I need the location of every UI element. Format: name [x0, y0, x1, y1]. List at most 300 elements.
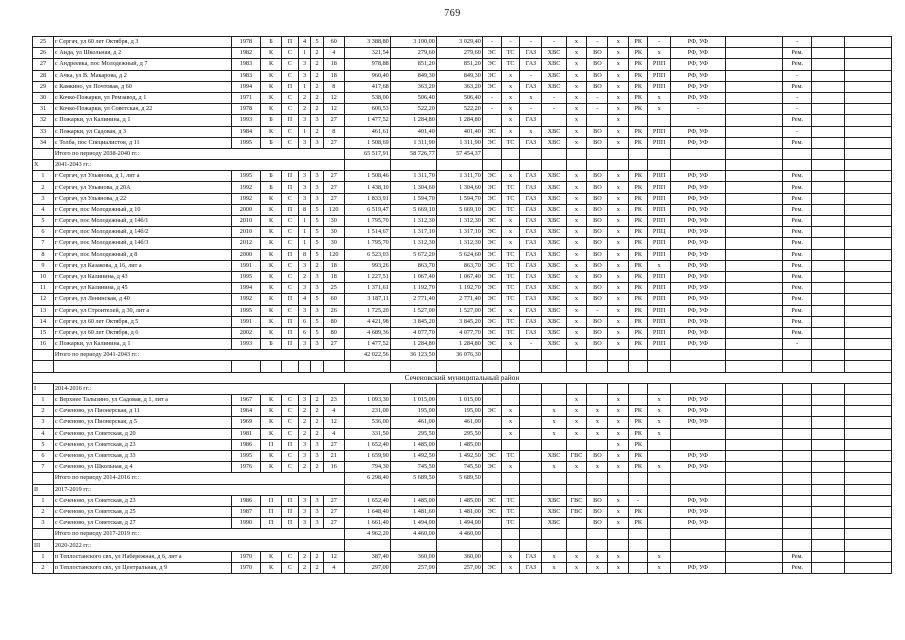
- table-cell: 2012: [231, 238, 260, 249]
- table-cell: 6: [33, 227, 54, 238]
- table-cell: [812, 339, 844, 350]
- table-cell: ЭС: [482, 283, 501, 294]
- table-cell: ГАЗ: [520, 115, 542, 126]
- table-cell: РК: [629, 37, 648, 48]
- table-cell: [520, 428, 542, 439]
- table-cell: 4: [33, 204, 54, 215]
- table-cell: П: [281, 327, 298, 338]
- table-cell: [390, 160, 436, 171]
- table-cell: Рем.: [783, 182, 812, 193]
- table-cell: -: [520, 37, 542, 48]
- table-cell: [648, 484, 671, 495]
- table-cell: х: [587, 551, 608, 562]
- table-cell: 1964: [231, 406, 260, 417]
- table-cell: [725, 417, 783, 428]
- table-cell: 3: [311, 450, 324, 461]
- period-total-row: [33, 529, 892, 540]
- table-cell: К: [261, 327, 282, 338]
- table-cell: [812, 171, 844, 182]
- table-cell: ЭС: [482, 260, 501, 271]
- table-cell: [542, 383, 566, 394]
- table-cell: [390, 540, 436, 551]
- table-cell: 295,50: [436, 428, 482, 439]
- table-cell: 1995: [231, 137, 260, 148]
- table-cell: [812, 462, 844, 473]
- table-cell: г Сергач, ул Ульянова, д 1, лит а: [53, 171, 231, 182]
- table-cell: РК: [629, 518, 648, 529]
- table-cell: х: [566, 216, 587, 227]
- table-cell: С: [281, 562, 298, 573]
- table-cell: [501, 439, 520, 450]
- table-cell: С: [281, 271, 298, 282]
- table-cell: Рем.: [783, 283, 812, 294]
- table-cell: Рем.: [783, 260, 812, 271]
- table-cell: 3: [298, 395, 311, 406]
- table-cell: ЭС: [482, 450, 501, 461]
- table-cell: х: [566, 249, 587, 260]
- table-cell: х: [608, 115, 629, 126]
- table-cell: [482, 148, 501, 159]
- table-cell: РФ, УФ: [671, 395, 725, 406]
- table-cell: 1 477,52: [344, 339, 390, 350]
- table-cell: РПП: [648, 216, 671, 227]
- table-cell: 2 771,40: [390, 294, 436, 305]
- table-cell: [725, 540, 783, 551]
- table-cell: х: [608, 495, 629, 506]
- table-cell: х: [566, 182, 587, 193]
- table-cell: 1 284,80: [390, 115, 436, 126]
- table-cell: Рем.: [783, 227, 812, 238]
- table-cell: ЭС: [482, 137, 501, 148]
- blank-row: [33, 361, 892, 372]
- table-cell: [482, 439, 501, 450]
- table-cell: ЭС: [482, 171, 501, 182]
- table-cell: [812, 540, 844, 551]
- table-cell: [725, 484, 783, 495]
- table-row: [33, 227, 892, 238]
- table-cell: х: [608, 462, 629, 473]
- table-cell: х: [587, 417, 608, 428]
- table-cell: [671, 115, 725, 126]
- table-cell: [844, 182, 891, 193]
- table-cell: [53, 361, 231, 372]
- table-cell: [298, 361, 311, 372]
- table-cell: 1 485,00: [436, 439, 482, 450]
- table-cell: [812, 204, 844, 215]
- table-cell: [566, 484, 587, 495]
- table-cell: 3: [311, 339, 324, 350]
- table-cell: х: [587, 406, 608, 417]
- table-cell: х: [501, 126, 520, 137]
- table-cell: 195,00: [390, 406, 436, 417]
- table-cell: [648, 518, 671, 529]
- table-cell: [648, 361, 671, 372]
- table-cell: х: [566, 271, 587, 282]
- period-total-value: 4 962,20: [344, 529, 390, 540]
- table-row: [33, 171, 892, 182]
- table-cell: [844, 473, 891, 484]
- table-cell: РФ, УФ: [671, 137, 725, 148]
- table-cell: 27: [323, 193, 344, 204]
- table-cell: [783, 450, 812, 461]
- table-cell: ЭС: [482, 294, 501, 305]
- table-cell: 1 494,00: [390, 518, 436, 529]
- table-cell: ЭС: [482, 562, 501, 573]
- table-cell: х: [608, 428, 629, 439]
- table-cell: -: [587, 104, 608, 115]
- table-cell: [844, 126, 891, 137]
- table-cell: 1971: [231, 92, 260, 103]
- table-cell: [231, 361, 260, 372]
- table-cell: [482, 115, 501, 126]
- table-cell: РПП: [648, 305, 671, 316]
- table-cell: [844, 115, 891, 126]
- table-cell: г Сергач, пос Молодежный, д 8: [53, 249, 231, 260]
- table-cell: ЭС: [482, 59, 501, 70]
- table-cell: х: [608, 406, 629, 417]
- table-cell: х: [566, 115, 587, 126]
- table-cell: [587, 160, 608, 171]
- table-cell: П: [281, 495, 298, 506]
- table-cell: 6: [298, 316, 311, 327]
- table-cell: [629, 473, 648, 484]
- table-cell: [725, 48, 783, 59]
- table-cell: [542, 439, 566, 450]
- table-cell: х: [566, 562, 587, 573]
- table-cell: 2: [33, 182, 54, 193]
- table-cell: ЭС: [482, 70, 501, 81]
- table-cell: 120: [323, 249, 344, 260]
- table-cell: 321,54: [344, 48, 390, 59]
- table-cell: [783, 540, 812, 551]
- table-cell: ВО: [587, 81, 608, 92]
- table-cell: х: [501, 462, 520, 473]
- table-cell: РПП: [648, 70, 671, 81]
- table-row: [33, 518, 892, 529]
- table-cell: ВО: [587, 70, 608, 81]
- table-cell: [501, 484, 520, 495]
- table-cell: [725, 260, 783, 271]
- table-cell: 12: [323, 104, 344, 115]
- table-cell: х: [608, 126, 629, 137]
- table-cell: 2: [298, 462, 311, 473]
- table-cell: -: [542, 37, 566, 48]
- table-cell: [844, 406, 891, 417]
- table-cell: 5: [311, 216, 324, 227]
- table-cell: [390, 383, 436, 394]
- table-cell: РФ, УФ: [671, 92, 725, 103]
- table-cell: [844, 104, 891, 115]
- table-cell: [725, 70, 783, 81]
- table-cell: [844, 350, 891, 361]
- table-cell: ЭС: [482, 48, 501, 59]
- table-cell: 18: [323, 271, 344, 282]
- table-cell: 3: [298, 182, 311, 193]
- table-cell: Рем.: [783, 204, 812, 215]
- table-cell: РФ, УФ: [671, 305, 725, 316]
- table-cell: 27: [323, 439, 344, 450]
- table-cell: с Сеченово, ул Советская, д 20: [53, 428, 231, 439]
- table-cell: 27: [323, 182, 344, 193]
- table-cell: [542, 115, 566, 126]
- table-cell: 1986: [231, 495, 260, 506]
- table-cell: [648, 506, 671, 517]
- table-cell: К: [261, 462, 282, 473]
- table-cell: х: [608, 81, 629, 92]
- table-cell: [281, 361, 298, 372]
- table-cell: К: [261, 193, 282, 204]
- table-cell: [725, 294, 783, 305]
- table-cell: [520, 518, 542, 529]
- table-cell: 1 227,51: [344, 271, 390, 282]
- table-cell: [608, 350, 629, 361]
- table-cell: РК: [629, 450, 648, 461]
- table-cell: ЭС: [482, 81, 501, 92]
- table-cell: ВО: [587, 238, 608, 249]
- table-cell: С: [281, 238, 298, 249]
- table-cell: 195,00: [436, 406, 482, 417]
- table-cell: [608, 540, 629, 551]
- table-cell: 3: [311, 518, 324, 529]
- table-cell: К: [261, 216, 282, 227]
- table-cell: 7: [33, 238, 54, 249]
- table-cell: [542, 350, 566, 361]
- table-cell: [33, 529, 54, 540]
- table-cell: 3: [33, 193, 54, 204]
- table-cell: РПП: [648, 249, 671, 260]
- table-cell: ТС: [501, 495, 520, 506]
- table-cell: х: [566, 294, 587, 305]
- table-cell: Рем.: [783, 316, 812, 327]
- table-cell: 5: [311, 249, 324, 260]
- table-cell: ЭС: [482, 238, 501, 249]
- table-cell: [844, 249, 891, 260]
- table-cell: [629, 350, 648, 361]
- table-cell: РК: [629, 506, 648, 517]
- table-cell: 331,50: [344, 428, 390, 439]
- table-cell: [587, 484, 608, 495]
- period-total-label: Итого по периоду 2038-2040 гг.:: [53, 148, 344, 159]
- table-cell: 23: [323, 395, 344, 406]
- table-cell: 1987: [231, 506, 260, 517]
- table-cell: ГАЗ: [520, 551, 542, 562]
- table-cell: [725, 518, 783, 529]
- table-cell: [436, 361, 482, 372]
- table-row: [33, 137, 892, 148]
- table-cell: х: [587, 562, 608, 573]
- table-cell: [844, 327, 891, 338]
- table-cell: [844, 294, 891, 305]
- table-cell: [482, 417, 501, 428]
- table-cell: х: [648, 551, 671, 562]
- table-cell: 4 077,70: [390, 327, 436, 338]
- table-cell: [812, 305, 844, 316]
- table-cell: Рем.: [783, 137, 812, 148]
- table-cell: [671, 160, 725, 171]
- table-cell: К: [261, 428, 282, 439]
- table-cell: ХВС: [542, 327, 566, 338]
- table-cell: ХВС: [542, 294, 566, 305]
- table-cell: Рем.: [783, 216, 812, 227]
- table-cell: РК: [629, 462, 648, 473]
- table-cell: ТС: [501, 316, 520, 327]
- table-cell: 2: [311, 260, 324, 271]
- table-row: [33, 182, 892, 193]
- table-cell: 1969: [231, 417, 260, 428]
- table-cell: 27: [323, 137, 344, 148]
- table-cell: [482, 473, 501, 484]
- table-cell: Б: [261, 137, 282, 148]
- table-cell: [844, 204, 891, 215]
- table-cell: РФ, УФ: [671, 339, 725, 350]
- table-cell: ХВС: [542, 204, 566, 215]
- table-cell: ХВС: [542, 227, 566, 238]
- table-cell: [844, 439, 891, 450]
- period-total-value: 5 689,50: [436, 473, 482, 484]
- table-cell: 417,68: [344, 81, 390, 92]
- table-cell: х: [648, 406, 671, 417]
- table-cell: ВО: [587, 518, 608, 529]
- period-total-value: 58 726,77: [390, 148, 436, 159]
- table-cell: [783, 383, 812, 394]
- table-cell: РФ, УФ: [671, 227, 725, 238]
- period-total-value: 42 022,56: [344, 350, 390, 361]
- table-cell: х: [501, 238, 520, 249]
- table-cell: [725, 59, 783, 70]
- table-cell: 461,00: [436, 417, 482, 428]
- table-cell: 3: [298, 506, 311, 517]
- table-cell: 2: [33, 506, 54, 517]
- table-cell: [844, 193, 891, 204]
- table-cell: [566, 148, 587, 159]
- table-cell: ВО: [587, 126, 608, 137]
- table-cell: [844, 70, 891, 81]
- table-cell: РК: [629, 182, 648, 193]
- period-total-label: Итого по периоду 2014-2016 гг.:: [53, 473, 344, 484]
- table-cell: 4: [298, 37, 311, 48]
- table-cell: 30: [323, 216, 344, 227]
- table-cell: ГАЗ: [520, 193, 542, 204]
- table-cell: 5 672,20: [390, 249, 436, 260]
- table-cell: 506,40: [390, 92, 436, 103]
- table-cell: К: [261, 104, 282, 115]
- table-cell: 4: [33, 428, 54, 439]
- table-cell: ТС: [501, 260, 520, 271]
- table-cell: [783, 495, 812, 506]
- table-cell: 1 795,70: [344, 216, 390, 227]
- table-cell: 28: [33, 70, 54, 81]
- table-cell: 7: [33, 462, 54, 473]
- table-cell: с Сеченово, ул Советская, д 27: [53, 518, 231, 529]
- table-cell: 33: [33, 126, 54, 137]
- table-cell: -: [520, 104, 542, 115]
- table-cell: [566, 473, 587, 484]
- table-cell: х: [608, 227, 629, 238]
- table-cell: 2: [298, 428, 311, 439]
- table-cell: ХВС: [542, 271, 566, 282]
- table-cell: [311, 361, 324, 372]
- table-cell: 3: [298, 339, 311, 350]
- table-cell: 1993: [231, 115, 260, 126]
- table-cell: 3 845,20: [390, 316, 436, 327]
- period-total-value: 57 454,37: [436, 148, 482, 159]
- table-row: [33, 193, 892, 204]
- table-cell: [520, 495, 542, 506]
- table-cell: [648, 473, 671, 484]
- table-cell: 5: [311, 327, 324, 338]
- table-cell: РК: [629, 327, 648, 338]
- table-cell: 1 492,50: [436, 450, 482, 461]
- table-cell: 3: [311, 283, 324, 294]
- table-cell: 1 795,70: [344, 238, 390, 249]
- table-cell: [33, 473, 54, 484]
- table-cell: [648, 148, 671, 159]
- table-cell: [844, 48, 891, 59]
- table-cell: Б: [261, 115, 282, 126]
- table-cell: [812, 148, 844, 159]
- table-cell: 3: [298, 450, 311, 461]
- table-cell: [608, 473, 629, 484]
- table-cell: г Сергач, ул Ленинская, д 40: [53, 294, 231, 305]
- table-cell: РФ, УФ: [671, 417, 725, 428]
- table-row: [33, 316, 892, 327]
- table-cell: г Сергач, пос Молодежный, д 14б/1: [53, 216, 231, 227]
- table-cell: 4 421,98: [344, 316, 390, 327]
- table-row: [33, 495, 892, 506]
- table-cell: ТС: [501, 204, 520, 215]
- table-cell: х: [566, 260, 587, 271]
- table-cell: -: [783, 92, 812, 103]
- table-cell: РПП: [648, 327, 671, 338]
- table-cell: [844, 395, 891, 406]
- period-total-value: 4 460,00: [436, 529, 482, 540]
- table-cell: с Сеченово, ул Пионерская, д 5: [53, 417, 231, 428]
- table-cell: [482, 361, 501, 372]
- table-cell: -: [482, 37, 501, 48]
- table-cell: 1 312,30: [390, 216, 436, 227]
- table-cell: РФ, УФ: [671, 271, 725, 282]
- table-cell: с Аида, ул Школьная, д 2: [53, 48, 231, 59]
- table-cell: РФ, УФ: [671, 204, 725, 215]
- table-cell: 5: [311, 238, 324, 249]
- table-cell: х: [608, 305, 629, 316]
- table-cell: [844, 216, 891, 227]
- table-cell: [725, 361, 783, 372]
- table-cell: [390, 484, 436, 495]
- table-cell: Б: [261, 182, 282, 193]
- table-cell: 5: [33, 439, 54, 450]
- table-cell: Рем.: [783, 271, 812, 282]
- table-cell: 1 725,20: [344, 305, 390, 316]
- table-cell: г Сергач, ул 60 лет Октября, д 3: [53, 37, 231, 48]
- table-cell: 2: [298, 92, 311, 103]
- table-cell: [33, 350, 54, 361]
- table-cell: ХВС: [542, 137, 566, 148]
- table-cell: г Сергач, ул Калинина, д 45: [53, 283, 231, 294]
- table-cell: [566, 540, 587, 551]
- table-cell: [725, 462, 783, 473]
- table-cell: [520, 540, 542, 551]
- table-cell: х: [608, 562, 629, 573]
- table-cell: ГАЗ: [520, 171, 542, 182]
- table-cell: [844, 305, 891, 316]
- table-cell: [812, 271, 844, 282]
- table-cell: х: [566, 48, 587, 59]
- table-cell: [812, 518, 844, 529]
- table-cell: [844, 227, 891, 238]
- table-cell: [501, 473, 520, 484]
- table-cell: 1: [298, 81, 311, 92]
